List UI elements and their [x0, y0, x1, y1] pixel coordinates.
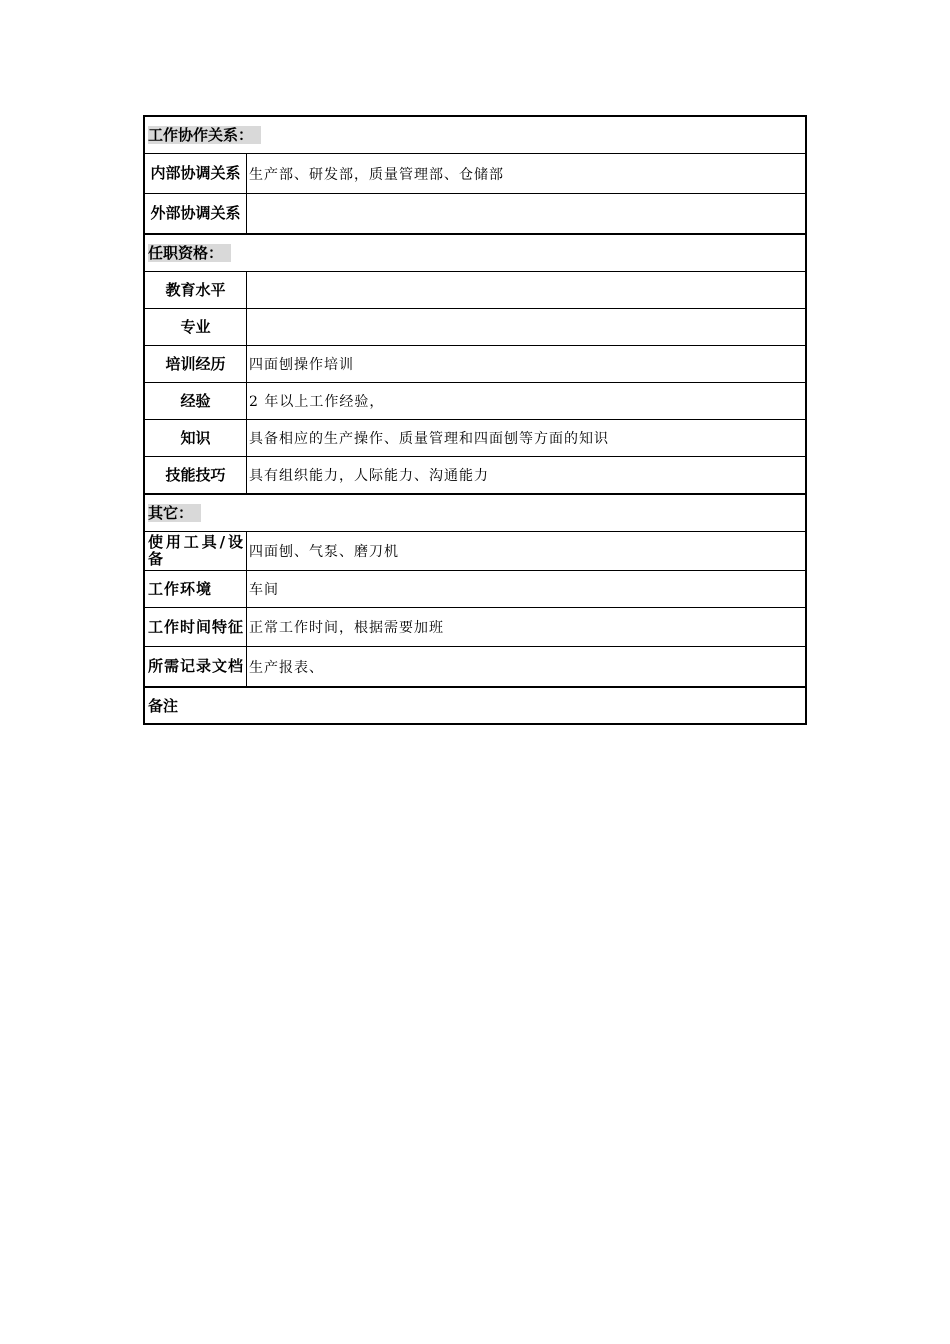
section-title: 任职资格：	[148, 244, 231, 262]
section-header-notes	[145, 688, 805, 723]
row-value: 具有组织能力，人际能力、沟通能力	[249, 468, 489, 484]
table-row	[145, 532, 805, 571]
section-title: 工作协作关系：	[148, 126, 261, 144]
row-value: 四面刨操作培训	[249, 357, 354, 373]
job-description-table	[143, 115, 807, 725]
table-row	[145, 272, 805, 309]
table-row	[145, 571, 805, 608]
row-label: 培训经历	[145, 346, 247, 382]
row-label: 工作时间特征	[145, 608, 247, 646]
row-value: 具备相应的生产操作、质量管理和四面刨等方面的知识	[249, 431, 609, 447]
row-label: 技能技巧	[145, 457, 247, 493]
table-row	[145, 309, 805, 346]
table-row	[145, 647, 805, 688]
row-label: 使用工具/设备	[145, 532, 247, 570]
row-label: 教育水平	[145, 272, 247, 308]
section-title: 其它：	[148, 504, 201, 522]
row-label: 知识	[145, 420, 247, 456]
table-row	[145, 346, 805, 383]
row-value	[247, 272, 805, 308]
row-value: 2 年以上工作经验，	[249, 394, 385, 410]
row-value: 车间	[249, 582, 279, 598]
table-row	[145, 608, 805, 647]
row-value: 正常工作时间，根据需要加班	[249, 620, 444, 636]
table-row	[145, 194, 805, 235]
row-value: 四面刨、气泵、磨刀机	[249, 544, 399, 560]
table-row	[145, 383, 805, 420]
section-header-other	[145, 495, 805, 532]
row-label: 专业	[145, 309, 247, 345]
section-header-qualifications	[145, 235, 805, 272]
section-header-relations	[145, 117, 805, 154]
table-row	[145, 154, 805, 194]
row-value	[247, 194, 805, 233]
row-label: 内部协调关系	[145, 154, 247, 193]
row-value	[247, 309, 805, 345]
row-label: 所需记录文档	[145, 647, 247, 686]
row-value: 生产部、研发部，质量管理部、仓储部	[249, 166, 504, 183]
row-label: 经验	[145, 383, 247, 419]
table-row	[145, 420, 805, 457]
row-label: 外部协调关系	[145, 194, 247, 233]
row-label: 工作环境	[145, 571, 247, 607]
section-title: 备注	[148, 696, 179, 715]
row-value: 生产报表、	[249, 659, 324, 676]
table-row	[145, 457, 805, 495]
